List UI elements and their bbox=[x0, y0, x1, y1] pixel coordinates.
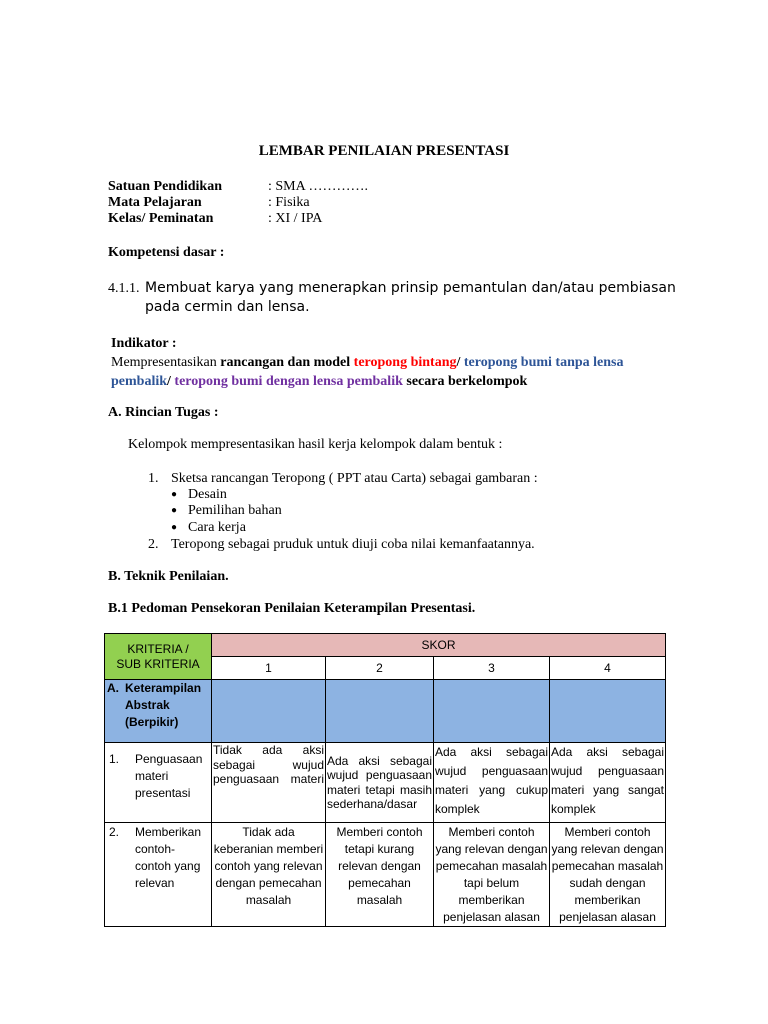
bullet-item: Cara kerja bbox=[188, 520, 246, 535]
meta-value-kelas: : XI / IPA bbox=[268, 211, 323, 226]
section-b1-heading: B.1 Pedoman Pensekoran Penilaian Keterampilan Presentasi. bbox=[108, 601, 476, 616]
header-score-1: 1 bbox=[212, 657, 326, 680]
header-kriteria-line2: SUB KRITERIA bbox=[116, 656, 200, 671]
row-criteria-text: Memberikan contoh-contoh yang relevan bbox=[135, 825, 202, 890]
table-row-2-score-3: Memberi contoh yang relevan dengan pemecahan masalah tapi belum memberikan penjelasan alasan bbox=[434, 823, 550, 927]
indikator-line-1 bbox=[111, 355, 624, 371]
header-score-3: 3 bbox=[434, 657, 550, 680]
group-a-fill bbox=[550, 680, 666, 743]
group-a-fill bbox=[326, 680, 434, 743]
bullet-item: Desain bbox=[188, 487, 227, 502]
kompetensi-heading: Kompetensi dasar : bbox=[108, 245, 225, 260]
bullet-item: Pemilihan bahan bbox=[188, 503, 282, 518]
indikator-highlight-blue: pembalik bbox=[111, 374, 168, 389]
header-kriteria-line1: KRITERIA / bbox=[127, 641, 189, 656]
table-row-2-score-4: Memberi contoh yang relevan dengan pemecahan masalah sudah dengan memberikan penjelasan alasan bbox=[550, 823, 666, 927]
indikator-text: / bbox=[167, 374, 175, 389]
indikator-highlight-blue: teropong bumi tanpa lensa bbox=[463, 355, 624, 370]
meta-label-satuan: Satuan Pendidikan bbox=[108, 179, 222, 194]
list-item-number: 2. bbox=[148, 537, 159, 552]
list-item: Sketsa rancangan Teropong ( PPT atau Carta) sebagai gambaran : bbox=[171, 471, 538, 486]
indikator-line-2 bbox=[111, 374, 527, 390]
bullet-icon: ● bbox=[171, 522, 178, 533]
table-row-1-score-2: Ada aksi sebagai wujud penguasaan materi tetapi masih sederhana/dasar bbox=[326, 743, 434, 823]
meta-label-mapel: Mata Pelajaran bbox=[108, 195, 202, 210]
indikator-text: Mempresentasikan bbox=[111, 355, 221, 370]
scoring-table bbox=[104, 633, 666, 927]
group-a-line2: Abstrak bbox=[125, 698, 170, 712]
row-number: 1. bbox=[109, 752, 120, 766]
meta-label-kelas: Kelas/ Peminatan bbox=[108, 211, 214, 226]
list-item: Teropong sebagai pruduk untuk diuji coba nilai kemanfaatannya. bbox=[171, 537, 535, 552]
table-row-1-criteria bbox=[105, 743, 212, 823]
table-row-1-score-4: Ada aksi sebagai wujud penguasaan materi yang sangat komplek bbox=[550, 743, 666, 823]
group-a-letter: A. bbox=[107, 681, 119, 695]
row-number: 2. bbox=[109, 825, 120, 839]
group-a-line3: (Berpikir) bbox=[125, 715, 179, 729]
section-b-heading: B. Teknik Penilaian. bbox=[108, 569, 229, 584]
table-row-2-criteria bbox=[105, 823, 212, 927]
indikator-heading: Indikator : bbox=[111, 336, 177, 351]
table-row-1-score-1: Tidak ada aksi sebagai wujud penguasaan materi bbox=[212, 743, 326, 823]
group-a-cell bbox=[105, 680, 212, 743]
meta-value-satuan: : SMA …………. bbox=[268, 179, 368, 194]
table-row-1-score-3: Ada aksi sebagai wujud penguasaan materi yang cukup komplek bbox=[434, 743, 550, 823]
section-a-intro: Kelompok mempresentasikan hasil kerja kelompok dalam bentuk : bbox=[128, 437, 503, 452]
section-a-heading: A. Rincian Tugas : bbox=[108, 405, 219, 420]
group-a-line1: Keterampilan bbox=[125, 681, 202, 695]
header-kriteria bbox=[105, 634, 212, 680]
meta-value-mapel: : Fisika bbox=[268, 195, 310, 210]
document-title: LEMBAR PENILAIAN PRESENTASI bbox=[258, 143, 510, 159]
header-score-4: 4 bbox=[550, 657, 666, 680]
group-a-fill bbox=[212, 680, 326, 743]
group-a-fill bbox=[434, 680, 550, 743]
header-score-2: 2 bbox=[326, 657, 434, 680]
row-criteria-text: Penguasaan materi presentasi bbox=[135, 752, 203, 800]
indikator-text: rancangan dan model bbox=[220, 355, 354, 370]
indikator-text: secara berkelompok bbox=[402, 374, 528, 389]
kompetensi-text: Membuat karya yang menerapkan prinsip pemantulan dan/atau pembiasan pada cermin dan lensa. bbox=[145, 280, 676, 315]
indikator-text: / bbox=[456, 355, 464, 370]
bullet-icon: ● bbox=[171, 489, 178, 500]
table-row-2-score-2: Memberi contoh tetapi kurang relevan dengan pemecahan masalah bbox=[326, 823, 434, 927]
indikator-highlight-red: teropong bintang bbox=[353, 355, 457, 370]
bullet-icon: ● bbox=[171, 505, 178, 516]
kompetensi-number: 4.1.1. bbox=[108, 281, 140, 296]
table-row-2-score-1: Tidak ada keberanian memberi contoh yang relevan dengan pemecahan masalah bbox=[212, 823, 326, 927]
list-item-number: 1. bbox=[148, 471, 159, 486]
header-skor: SKOR bbox=[212, 634, 666, 657]
indikator-highlight-purple: teropong bumi dengan lensa pembalik bbox=[174, 374, 403, 389]
